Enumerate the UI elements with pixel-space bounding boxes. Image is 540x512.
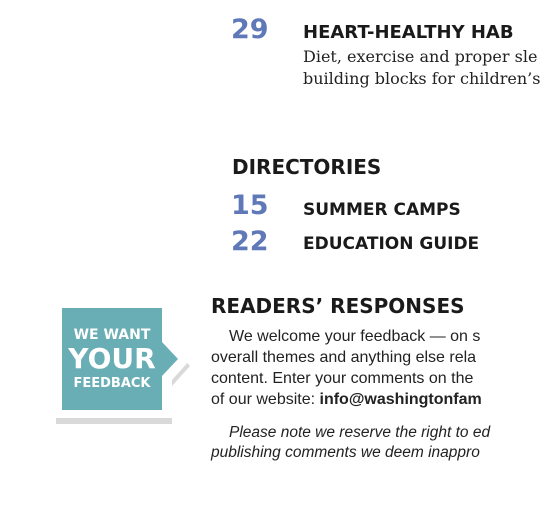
directories-heading: DIRECTORIES	[232, 155, 382, 179]
responses-note-line1: Please note we reserve the right to ed	[229, 424, 491, 441]
responses-text-line4-prefix: of our website:	[211, 391, 320, 408]
directory-item-education-guide[interactable]: EDUCATION GUIDE	[303, 234, 480, 254]
responses-text-line3: content. Enter your comments on the	[211, 370, 474, 387]
feature-title[interactable]: HEART-HEALTHY HAB	[303, 22, 514, 43]
responses-text-line2: overall themes and anything else rela	[211, 349, 477, 366]
feature-description-line2: building blocks for children’s	[303, 69, 540, 88]
responses-text-line4	[211, 391, 482, 409]
directory-page-number: 15	[231, 190, 269, 221]
badge-line-feedback: FEEDBACK	[73, 376, 151, 391]
directory-page-number: 22	[231, 226, 269, 257]
feature-description-line1: Diet, exercise and proper sle	[303, 47, 538, 66]
responses-text-line1: We welcome your feedback — on s	[229, 328, 481, 345]
directory-item-summer-camps[interactable]: SUMMER CAMPS	[303, 200, 461, 220]
feedback-badge	[52, 298, 192, 422]
readers-responses-heading: READERS’ RESPONSES	[211, 294, 465, 318]
badge-line-your: YOUR	[68, 342, 156, 375]
responses-note-line2: publishing comments we deem inappro	[211, 444, 480, 461]
email-link[interactable]: info@washingtonfam	[319, 391, 482, 408]
feature-page-number: 29	[231, 14, 269, 45]
badge-line-we-want: WE WANT	[73, 327, 151, 343]
